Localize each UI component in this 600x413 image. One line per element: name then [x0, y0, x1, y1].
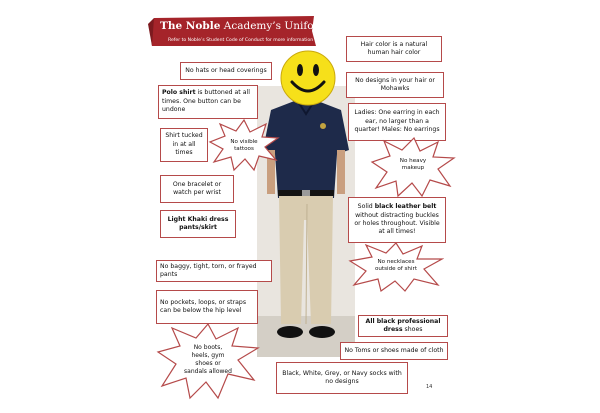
polo-shirt-label: Polo shirt [162, 89, 196, 97]
rule-no-pockets: No pockets, loops, or straps can be below the hip level [156, 290, 258, 324]
rule-belt: Solid black leather belt without distracting buckles or holes throughout. Visible at all times! [348, 197, 446, 243]
rule-no-hats: No hats or head coverings [180, 62, 272, 80]
rule-socks: Black, White, Grey, or Navy socks with no designs [276, 362, 408, 394]
rule-no-makeup: No heavy makeup [399, 157, 427, 171]
rule-earrings: Ladies: One earring in each ear, no larger than a quarter! Males: No earrings [348, 103, 446, 141]
page-number: 14 [426, 384, 433, 390]
rule-no-baggy-pants: No baggy, tight, torn, or frayed pants [156, 260, 272, 282]
rule-shirt-tucked: Shirt tucked in at all times [160, 128, 208, 162]
rule-no-necklaces: No necklaces outside of shirt [374, 258, 418, 272]
rule-khaki-pants: Light Khaki dress pants/skirt [160, 210, 236, 238]
page-subtitle: Refer to Noble’s Student Code of Conduct for more information [168, 38, 314, 43]
rule-polo-shirt: Polo shirt is buttoned at all times. One button can be undone [158, 85, 258, 119]
rule-bracelet: One bracelet or watch per wrist [160, 175, 234, 203]
page-title: The Noble Academy’s Uniform Guide [160, 20, 367, 32]
rule-no-toms: No Toms or shoes made of cloth [340, 342, 448, 360]
smiley-face-icon [280, 50, 336, 106]
rule-hair-color: Hair color is a natural human hair color [346, 36, 442, 62]
rule-no-tattoos: No visible tattoos [230, 138, 258, 152]
rule-no-boots: No boots, heels, gym shoes or sandals allowed [184, 344, 232, 375]
rule-no-designs-hair: No designs in your hair or Mohawks [346, 72, 444, 98]
rule-black-dress-shoes: All black professional dress shoes [358, 315, 448, 337]
